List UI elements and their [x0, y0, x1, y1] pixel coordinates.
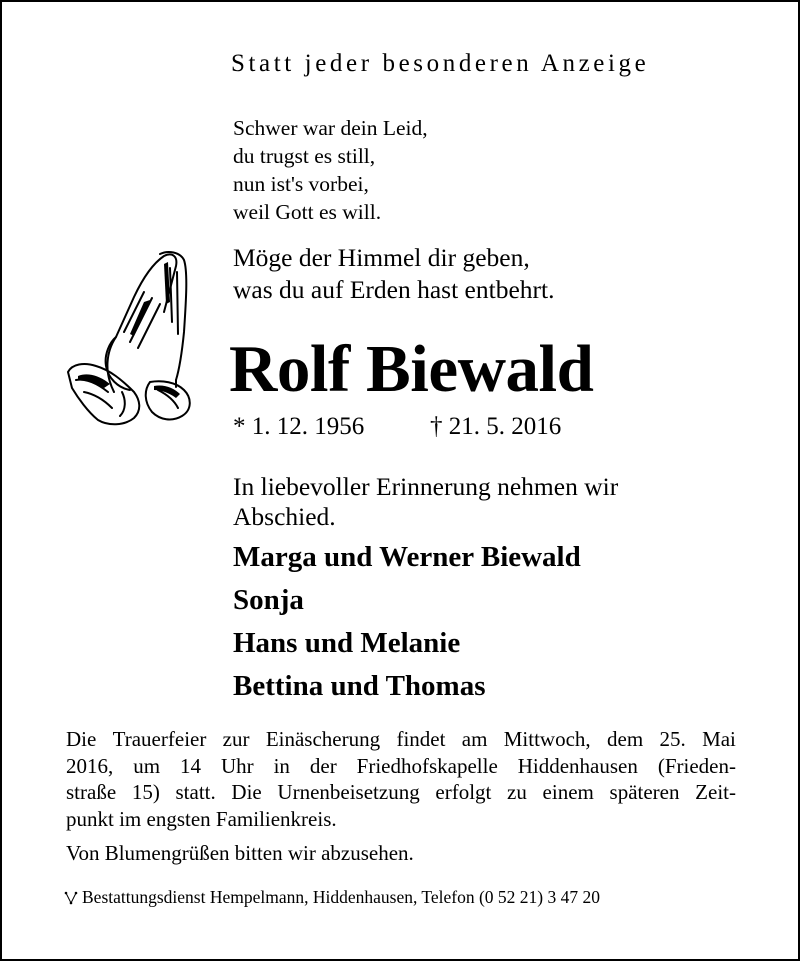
mourner: Hans und Melanie	[233, 627, 461, 659]
notice-line: straße 15) statt. Die Urnenbeisetzung erfolgt zu einem späteren Zeit-	[66, 780, 736, 804]
intro-line: Abschied.	[233, 502, 336, 531]
verse	[233, 242, 554, 306]
mourner: Marga und Werner Biewald	[233, 541, 581, 573]
flowers-note: Von Blumengrüßen bitten wir abzusehen.	[66, 841, 414, 865]
deceased-name: Rolf Biewald	[229, 332, 594, 406]
header-line: Statt jeder besonderen Anzeige	[231, 50, 650, 77]
verse-line: was du auf Erden hast entbehrt.	[233, 275, 555, 304]
mourner: Bettina und Thomas	[233, 670, 486, 702]
poem-line: du trugst es still,	[233, 144, 376, 168]
mourners-list	[233, 536, 581, 708]
poem-line: Schwer war dein Leid,	[233, 116, 428, 140]
mourner: Sonja	[233, 584, 304, 616]
poem-line: nun ist's vorbei,	[233, 172, 369, 196]
birth-date: * 1. 12. 1956	[233, 413, 365, 440]
death-date: † 21. 5. 2016	[430, 413, 562, 440]
funeral-home-line	[64, 887, 600, 908]
poem-line: weil Gott es will.	[233, 200, 382, 224]
notice-line: 2016, um 14 Uhr in der Friedhofskapelle Hiddenhausen (Frieden-	[66, 753, 736, 778]
poem	[233, 114, 428, 226]
funeral-notice	[66, 726, 736, 832]
notice-line: Die Trauerfeier zur Einäscherung findet am Mittwoch, dem 25. Mai	[66, 727, 736, 751]
funeral-home-text: Bestattungsdienst Hempelmann, Hiddenhausen, Telefon (0 52 21) 3 47 20	[82, 887, 601, 907]
notice-line: punkt im engsten Familienkreis.	[66, 806, 337, 831]
praying-hands-icon	[64, 242, 204, 432]
funeral-home-mark-icon	[64, 891, 78, 905]
farewell-intro	[233, 472, 618, 532]
verse-line: Möge der Himmel dir geben,	[233, 243, 530, 272]
intro-line: In liebevoller Erinnerung nehmen wir	[233, 472, 619, 501]
